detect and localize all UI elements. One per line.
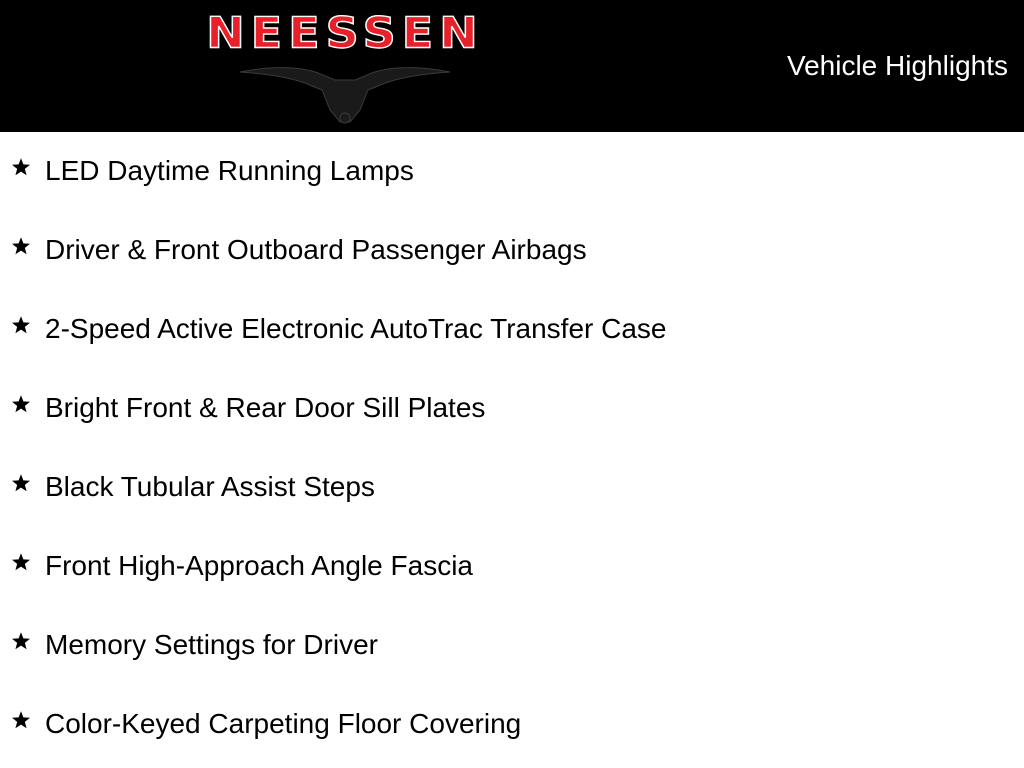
highlight-label: Bright Front & Rear Door Sill Plates <box>45 392 486 423</box>
highlight-label: Memory Settings for Driver <box>45 629 378 660</box>
star-icon <box>10 551 32 573</box>
highlight-label: Black Tubular Assist Steps <box>45 471 375 502</box>
list-item <box>0 448 1024 527</box>
star-icon <box>10 472 32 494</box>
highlight-label: LED Daytime Running Lamps <box>45 155 414 186</box>
longhorn-icon <box>240 68 450 123</box>
highlight-label: Driver & Front Outboard Passenger Airbags <box>45 234 587 265</box>
highlight-label: Color-Keyed Carpeting Floor Covering <box>45 708 522 739</box>
header-bar <box>0 0 1024 132</box>
star-icon <box>10 393 32 415</box>
svg-text:NEESSEN: NEESSEN <box>206 9 484 58</box>
star-icon <box>10 630 32 652</box>
list-item <box>0 606 1024 685</box>
neessen-logo <box>120 6 570 128</box>
list-item <box>0 132 1024 211</box>
highlight-label: Front High-Approach Angle Fascia <box>45 550 473 581</box>
list-item <box>0 685 1024 764</box>
page-title: Vehicle Highlights <box>786 50 1008 81</box>
list-item <box>0 527 1024 606</box>
list-item <box>0 211 1024 290</box>
list-item <box>0 290 1024 369</box>
highlight-label: 2-Speed Active Electronic AutoTrac Transfer Case <box>45 313 667 344</box>
highlights-list <box>0 132 1024 764</box>
star-icon <box>10 235 32 257</box>
star-icon <box>10 709 32 731</box>
star-icon <box>10 314 32 336</box>
list-item <box>0 369 1024 448</box>
star-icon <box>10 156 32 178</box>
